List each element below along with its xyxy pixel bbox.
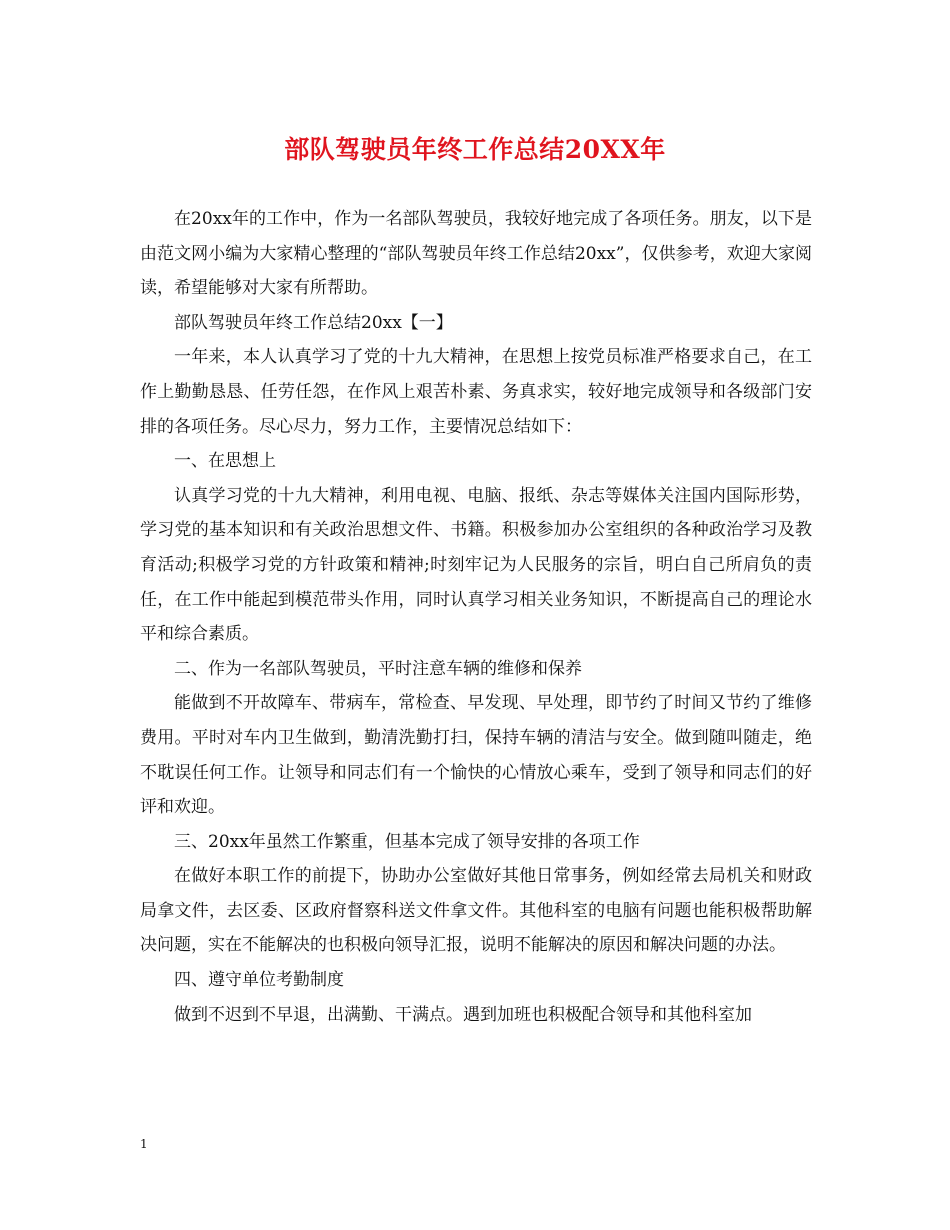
workload-paragraph: 在做好本职工作的前提下，协助办公室做好其他日常事务，例如经常去局机关和财政局拿文件，去区委、区政府督察科送文件拿文件。其他科室的电脑有问题也能积极帮助解决问题，实在不能解决的也积极向领导汇报，说明不能解决的原因和解决问题的办法。	[140, 866, 812, 956]
intro-paragraph: 在20xx年的工作中，作为一名部队驾驶员，我较好地完成了各项任务。朋友，以下是由范文网小编为大家精心整理的“部队驾驶员年终工作总结20xx”，仅供参考，欢迎大家阅读，希望能够对大家有所帮助。	[140, 209, 812, 299]
vehicle-maintenance-paragraph: 能做到不开故障车、带病车，常检查、早发现、早处理，即节约了时间又节约了维修费用。平时对车内卫生做到，勤清洗勤打扫，保持车辆的清洁与安全。做到随叫随走，绝不耽误任何工作。让领导和同志们有一个愉快的心情放心乘车，受到了领导和同志们的好评和欢迎。	[140, 693, 812, 818]
section-heading-part-one: 部队驾驶员年终工作总结20xx【一】	[174, 312, 453, 333]
summary-paragraph: 一年来，本人认真学习了党的十九大精神，在思想上按党员标准严格要求自己，在工作上勤勤恳恳、任劳任怨，在作风上艰苦朴素、务真求实，较好地完成领导和各级部门安排的各项任务。尽心尽力，努力工作，主要情况总结如下：	[140, 347, 812, 437]
page-number: 1	[140, 1137, 148, 1151]
section-heading-workload: 三、20xx年虽然工作繁重，但基本完成了领导安排的各项工作	[174, 831, 640, 852]
section-heading-attendance: 四、遵守单位考勤制度	[174, 970, 344, 991]
section-heading-vehicle-maintenance: 二、作为一名部队驾驶员，平时注意车辆的维修和保养	[174, 658, 582, 679]
document-title: 部队驾驶员年终工作总结20XX年	[284, 135, 666, 164]
attendance-paragraph: 做到不迟到不早退，出满勤、干满点。遇到加班也积极配合领导和其他科室加	[174, 1004, 752, 1025]
document-body	[140, 202, 812, 1032]
section-heading-ideology: 一、在思想上	[174, 451, 276, 472]
ideology-paragraph: 认真学习党的十九大精神，利用电视、电脑、报纸、杂志等媒体关注国内国际形势，学习党的基本知识和有关政治思想文件、书籍。积极参加办公室组织的各种政治学习及教育活动;积极学习党的方针政策和精神;时刻牢记为人民服务的宗旨，明白自己所肩负的责任，在工作中能起到模范带头作用，同时认真学习相关业务知识，不断提高自己的理论水平和综合素质。	[140, 485, 812, 645]
